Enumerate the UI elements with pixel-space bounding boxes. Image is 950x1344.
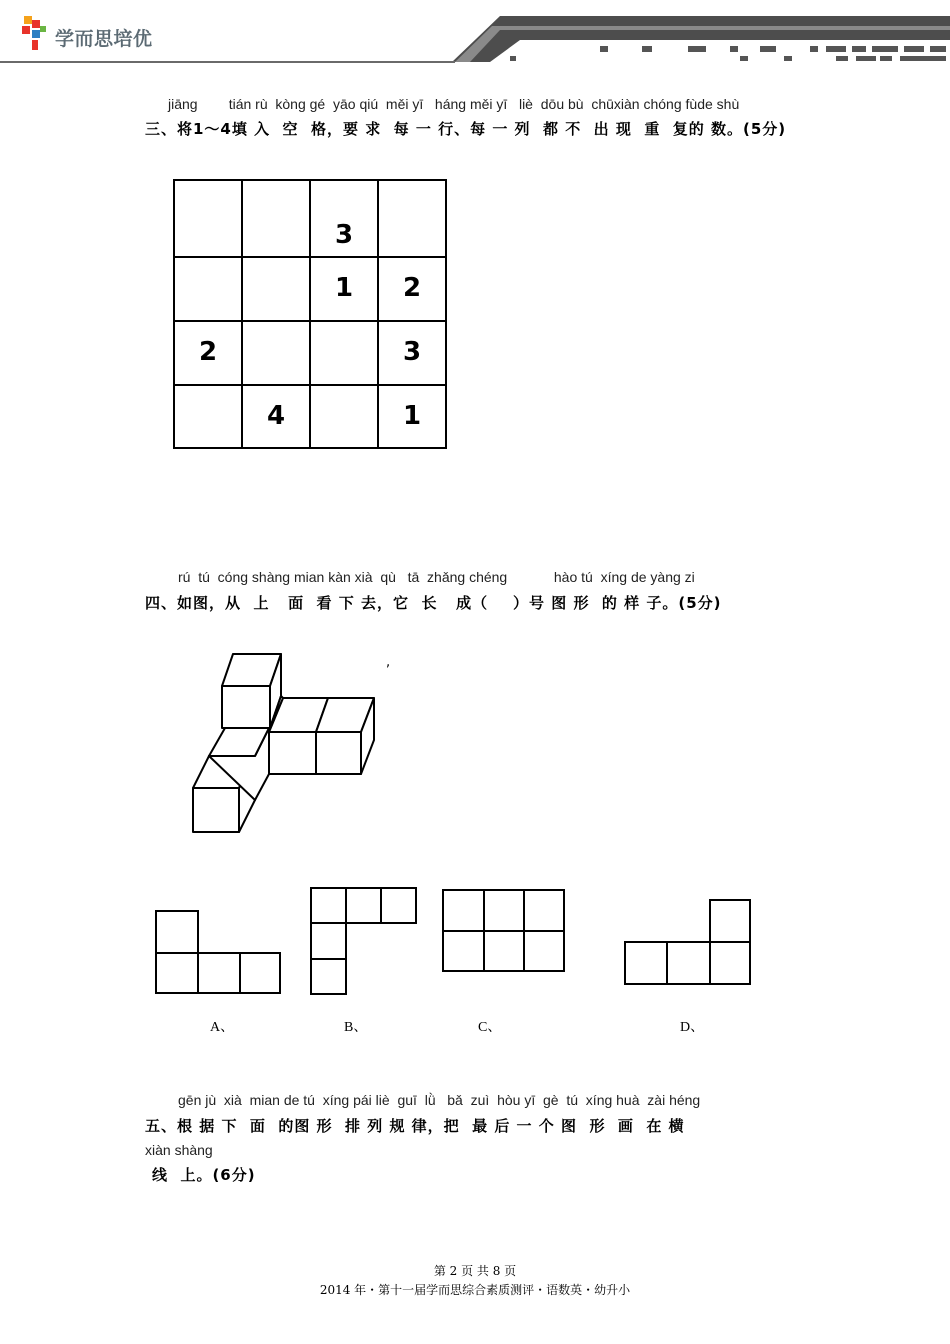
q5-text-line1: 五、根 据 下 面 的图 形 排 列 规 律，把 最 后 一 个 图 形 画 在 横 (145, 1117, 685, 1135)
option-b-figure (311, 888, 416, 994)
option-a-figure (156, 911, 280, 993)
grid-cell-number: 3 (402, 337, 422, 367)
grid-cell-number: 1 (402, 401, 422, 431)
stray-mark: , (386, 655, 391, 670)
q4-option-figures (150, 880, 790, 1000)
q5-text-line2: 线 上。(6分) (152, 1166, 256, 1184)
option-c-figure (443, 890, 564, 971)
option-c-label: C、 (478, 1020, 502, 1035)
grid-cell-number: 3 (334, 220, 354, 250)
option-a-label: A、 (210, 1020, 235, 1035)
grid-cell-number: 2 (402, 273, 422, 303)
q3-pinyin: jiāng tián rù kòng gé yāo qiú měi yī háng měi yī liè dōu bù chūxiàn chóng fùde shù (168, 96, 740, 112)
footer-page-number: 第 2 页 共 8 页 (433, 1264, 517, 1278)
option-d-label: D、 (680, 1020, 705, 1035)
grid-cell-number: 1 (334, 273, 354, 303)
q5-pinyin-line1: gēn jù xià mian de tú xíng pái liè guī lǜ bǎ zuì hòu yī gè tú xíng huà zài héng (178, 1092, 701, 1108)
option-d-figure (625, 900, 750, 984)
grid-cell-number: 4 (266, 401, 286, 431)
brand-logo-icon (20, 14, 52, 54)
q5-pinyin-line2: xiàn shàng (145, 1142, 213, 1158)
option-b-label: B、 (344, 1020, 368, 1035)
grid-cell-number: 2 (198, 337, 218, 367)
q3-sudoku-grid (172, 178, 450, 452)
brand-name: 学而思培优 (55, 28, 153, 50)
footer-series: 2014 年・第十一届学而思综合素质测评・语数英・幼升小 (319, 1283, 631, 1297)
q3-text: 三、将1～4填 入 空 格，要 求 每 一 行、每 一 列 都 不 出 现 重 复的 数。(5分) (145, 120, 787, 138)
q4-cube-figure (185, 648, 385, 838)
q4-text: 四、如图，从 上 面 看 下 去，它 长 成（ ）号 图 形 的 样 子。(5分) (145, 594, 722, 612)
q4-pinyin: rú tú cóng shàng mian kàn xià qù tā zhǎng chéng hào tú xíng de yàng zi (178, 569, 695, 585)
